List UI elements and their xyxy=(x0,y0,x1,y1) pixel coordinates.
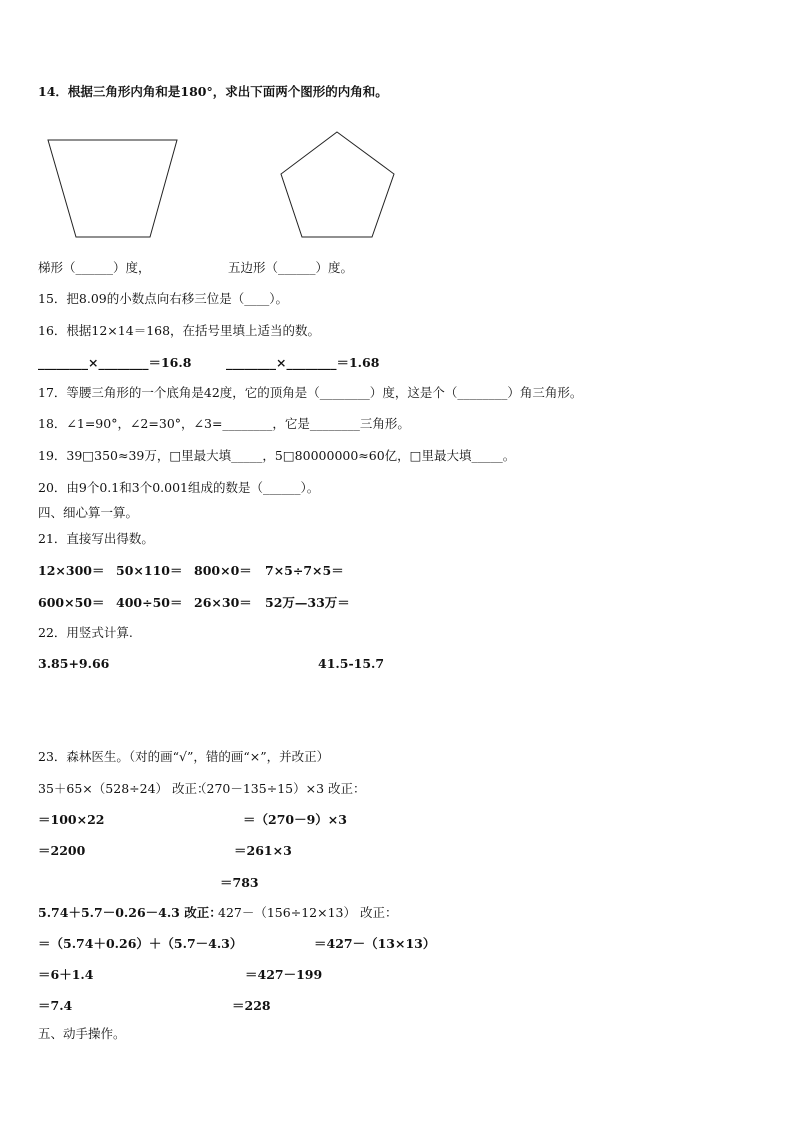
q23-right1-line: ＝（270－9）×3 xyxy=(243,812,347,827)
question-17-text: 17．等腰三角形的一个底角是42度，它的顶角是（________）度，这是个（________）角三角形。 xyxy=(38,385,583,400)
section-4-title: 四、细心算一算。 xyxy=(38,505,139,520)
q23-left2-line: ＝（5.74＋0.26）＋（5.7－4.3） xyxy=(38,936,243,951)
q23-left1-line: ＝2200 xyxy=(38,843,86,858)
question-16-eq2: ________×________＝1.68 xyxy=(226,355,380,370)
question-14-text: 14．根据三角形内角和是180°，求出下面两个图形的内角和。 xyxy=(38,84,388,99)
question-23-text: 23．森林医生。（对的画“√”，错的画“×”，并改正） xyxy=(38,749,330,764)
q23-left2-line: ＝6＋1.4 xyxy=(38,967,94,982)
q21-item: 800×0＝ xyxy=(194,563,252,578)
q21-item: 600×50＝ xyxy=(38,595,105,610)
question-16-eq1: ________×________＝16.8 xyxy=(38,355,192,370)
question-22-text: 22．用竖式计算. xyxy=(38,625,133,640)
q23-right1-line: ＝261×3 xyxy=(234,843,292,858)
q23-right1-line: ＝783 xyxy=(220,875,259,890)
q23-right2-line: ＝427－（13×13） xyxy=(314,936,436,951)
q23-left2-line: 5.74＋5.7－0.26－4.3 改正： xyxy=(38,905,222,920)
q23-left1-line: ＝100×22 xyxy=(38,812,105,827)
question-19-text: 19．39□350≈39万，□里最大填_____，5□80000000≈60亿，□里最大填_____。 xyxy=(38,448,516,463)
q21-item: 50×110＝ xyxy=(116,563,183,578)
q22-item-b: 41.5-15.7 xyxy=(318,656,385,671)
q23-right2-line: ＝427－199 xyxy=(245,967,323,982)
pentagon-answer: 五边形（______）度。 xyxy=(228,260,354,275)
question-20-text: 20．由9个0.1和3个0.001组成的数是（______）。 xyxy=(38,480,320,495)
question-21-text: 21．直接写出得数。 xyxy=(38,531,154,546)
q23-right1-line: （270－135÷15）×3 改正： xyxy=(194,781,366,796)
q21-item: 400÷50＝ xyxy=(116,595,183,610)
q23-left1-line: 35＋65×（528÷24） 改正： xyxy=(38,781,210,796)
q23-right2-line: ＝228 xyxy=(232,998,271,1013)
question-18-text: 18．∠1=90°，∠2=30°，∠3=________，它是________三角形。 xyxy=(38,416,410,431)
trapezoid-answer: 梯形（______）度， xyxy=(38,260,151,275)
q22-item-a: 3.85+9.66 xyxy=(38,656,110,671)
q21-item: 7×5÷7×5＝ xyxy=(265,563,344,578)
q21-item: 12×300＝ xyxy=(38,563,105,578)
question-15-text: 15．把8.09的小数点向右移三位是（____）。 xyxy=(38,291,288,306)
trapezoid-figure xyxy=(46,136,186,246)
question-16-text: 16．根据12×14＝168，在括号里填上适当的数。 xyxy=(38,323,321,338)
q21-item: 26×30＝ xyxy=(194,595,252,610)
q21-item: 52万—33万＝ xyxy=(265,595,350,610)
pentagon-figure xyxy=(278,130,398,242)
q23-right2-line: 427－（156÷12×13） 改正： xyxy=(218,905,398,920)
section-5-title: 五、动手操作。 xyxy=(38,1026,126,1041)
q23-left2-line: ＝7.4 xyxy=(38,998,73,1013)
